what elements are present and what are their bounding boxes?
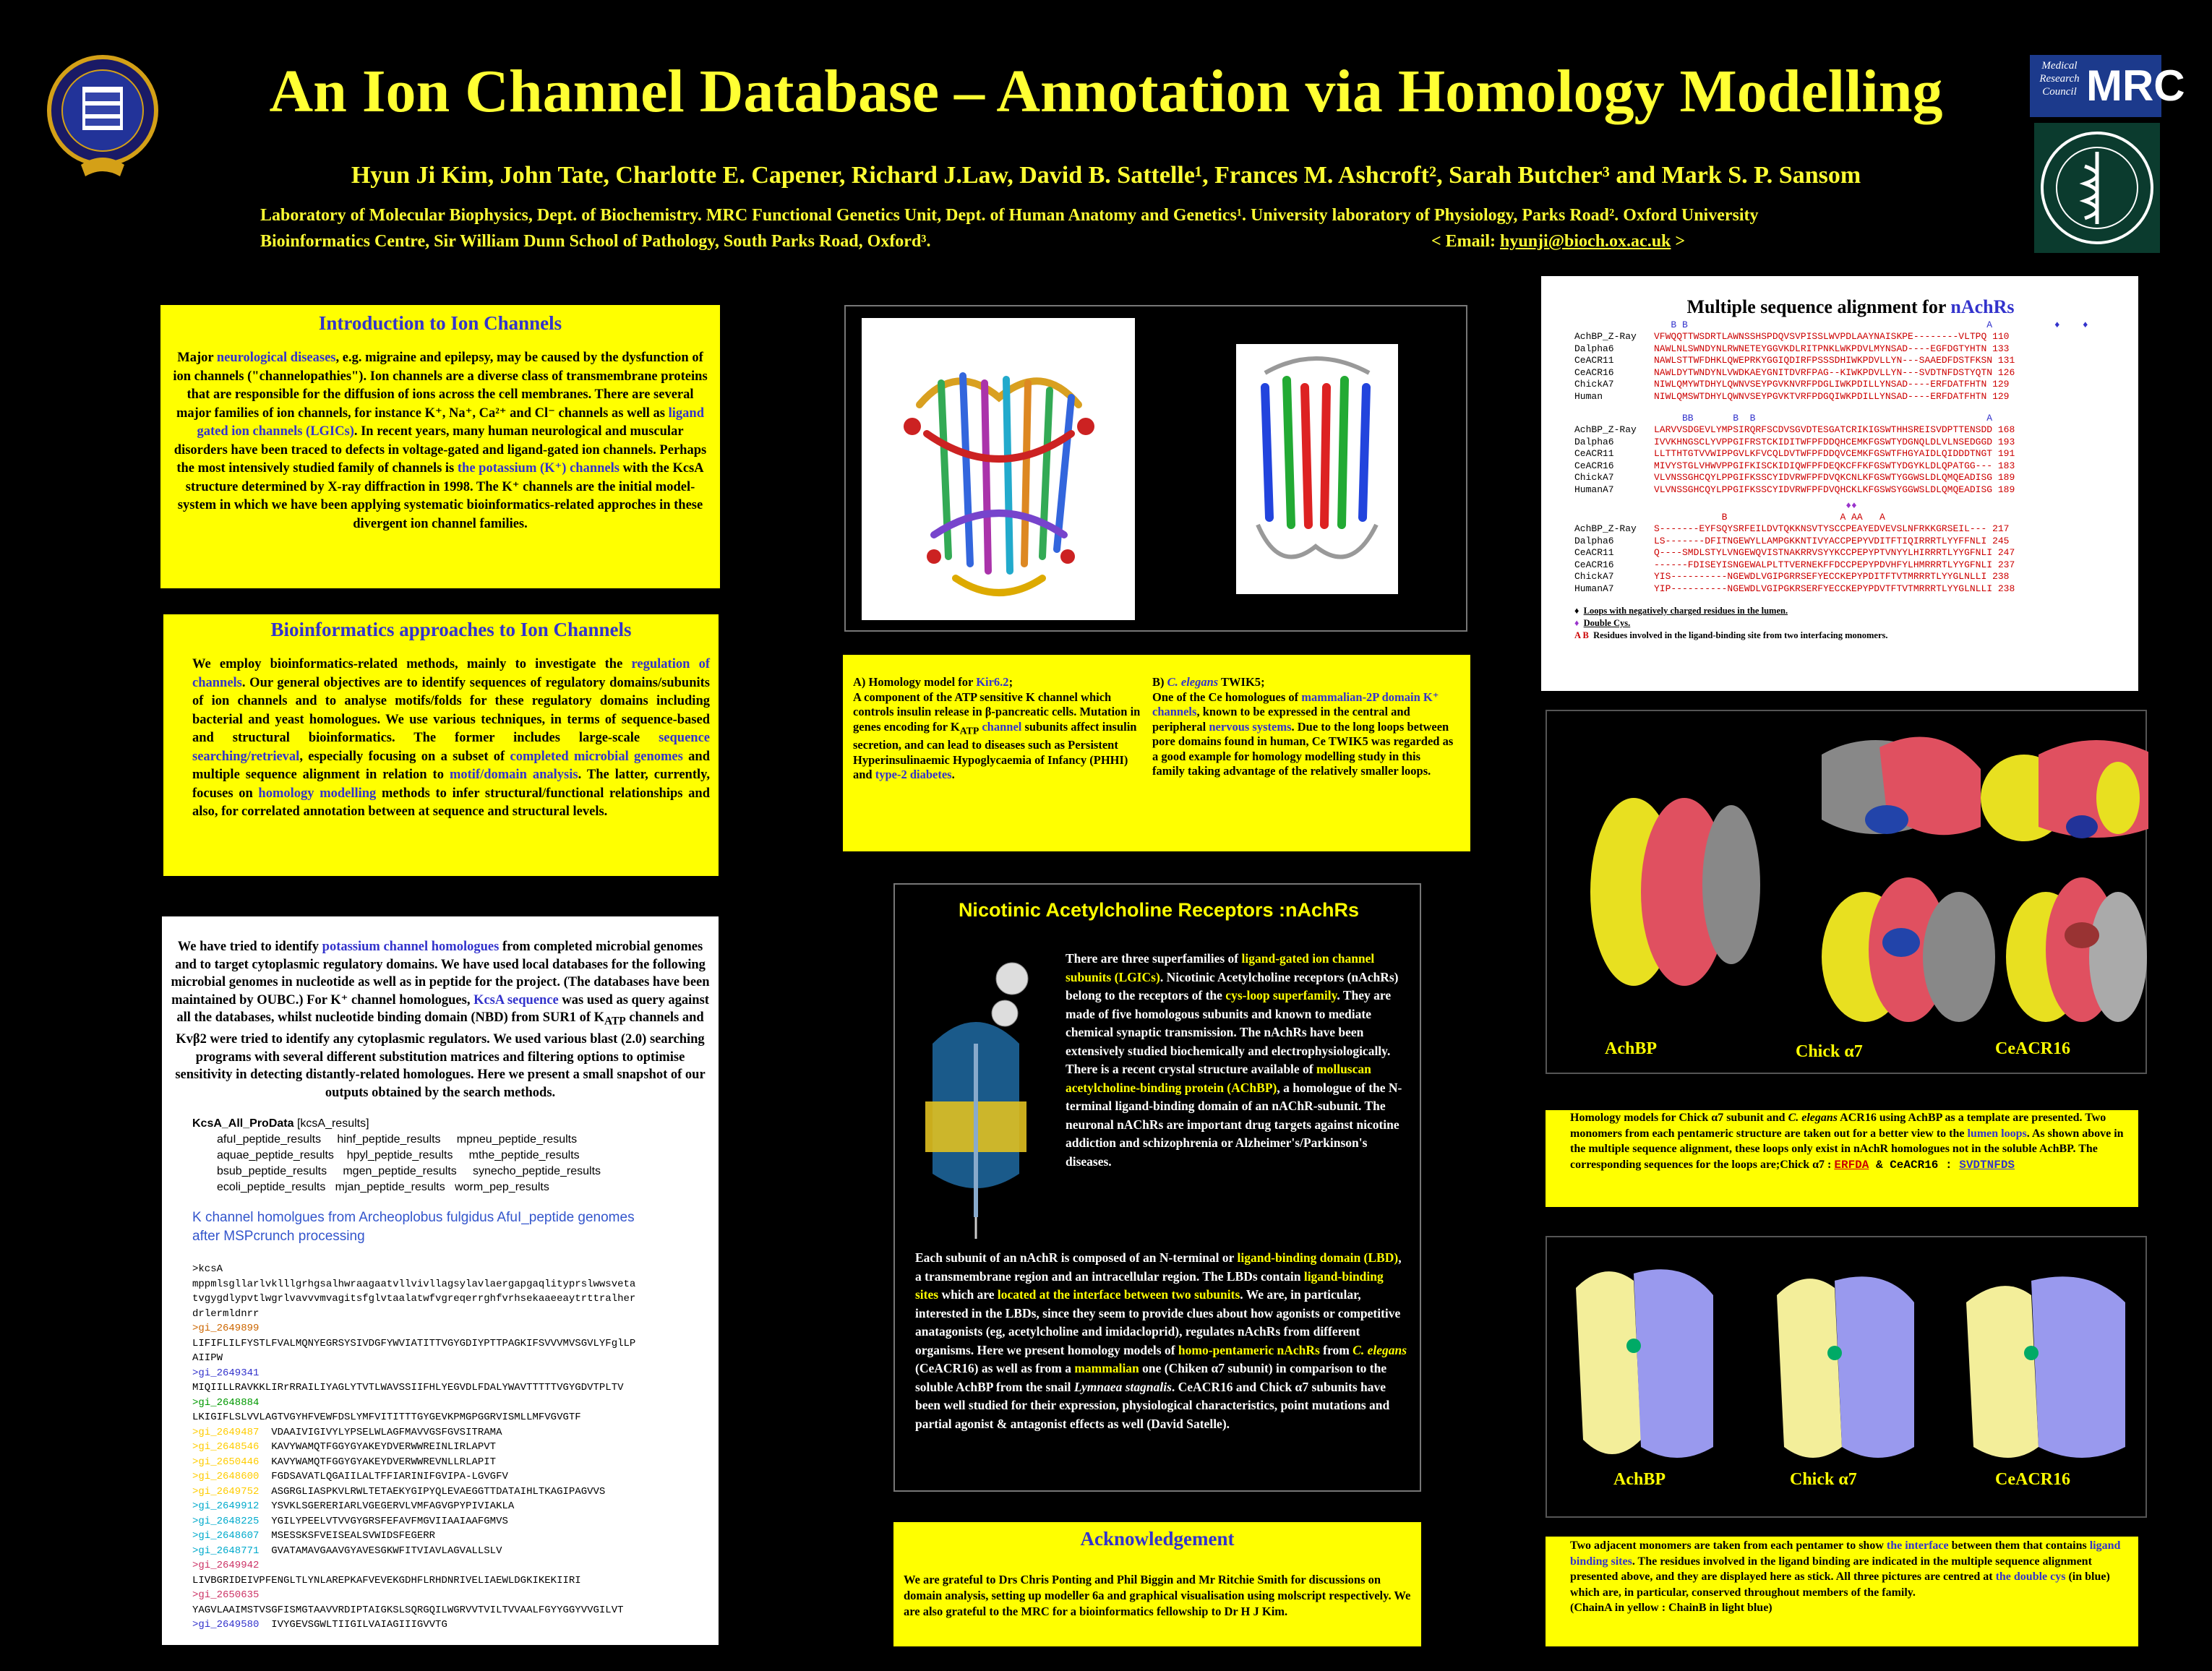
msa-seq: VLVNSSGHCQYLPPGIFKSSCYIDVRWFPFDVQKCNLKFGSWTYGGWSLDLQMQEADISG 189: [1654, 472, 2015, 483]
msa-seq-name: AchBP_Z-Ray: [1574, 424, 1637, 435]
msa-legend: [1574, 605, 2127, 642]
legend-double-cys: ♦ Double Cys.: [1574, 618, 1631, 628]
structure-label-chick-top: Chick α7: [1796, 1042, 1863, 1061]
msa-seq-name: Human: [1574, 390, 1603, 402]
sequence-line: MIQIILLRAVKKLIRrRRAILIYAGLYTVTLWAVSSIIFHLYEGVDLFDALYWAVTTTTTVGYGDVTPLTV: [192, 1382, 624, 1394]
msa-seq: ------FDISEYISNGEWALPLTTVERNEKFFDCCPEPYPDVHFYLHMRRRTLYYGFNLI 237: [1654, 559, 2015, 570]
affiliation-line-1: Laboratory of Molecular Biophysics, Dept. of Biochemistry. MRC Functional Genetics Unit, Dept. of Human Anatomy and Genetics¹. University laboratory of Physiology, Parks Road². Oxford University: [260, 206, 1759, 225]
msa-marks-2: BB B B A: [1654, 413, 1993, 424]
msa-row: [1574, 523, 2127, 536]
msa-seq-name: HumanA7: [1574, 583, 1614, 594]
sequence-line: >gi_2649899: [192, 1323, 260, 1335]
msa-row: [1574, 355, 2127, 367]
intro-title: Introduction to Ion Channels: [318, 312, 562, 334]
structure-label-chick-bottom: Chick α7: [1790, 1470, 1857, 1489]
msa-row: [1574, 424, 2127, 437]
email-line: < Email: hyunji@bioch.ox.ac.uk >: [1431, 232, 1686, 251]
sequence-line: LKIGIFLSLVVLAGTVGYHFVEWFDSLYMFVITITTTGYGEVKPMGPGGRVISMLLMFVGVGTF: [192, 1412, 581, 1424]
msa-row: [1574, 437, 2127, 449]
twik5-caption: B) C. elegans TWIK5; One of the Ce homologues of mammalian-2P domain K⁺ channels, known to be expressed in the central and peripheral nervous systems. Due to the long loops between pore domains found in human, Ce TWIK5 was regarded as a good example for homology modelling study in this family taking advantage of the relatively smaller loops.: [1152, 675, 1454, 778]
msa-seq: NAWLNLSWNDYNLRWNETEYGGVKDLRITPNKLWKPDVLMYNSAD----EGFDGTYHTN 133: [1654, 343, 2010, 354]
legend-loops: ♦ Loops with negatively charged residues in the lumen.: [1574, 606, 1788, 616]
msa-seq: VFWQQTTWSDRTLAWNSSHSPDQVSVPISSLWVPDLAAYNAISKPE--------VLTPQ 110: [1654, 331, 2010, 342]
interface-note-panel: Two adjacent monomers are taken from each pentamer to show the interface between them that contains ligand binding sites. The residues involved in the ligand binding are indicated in the multiple sequence alignment presented above, and they are displayed here as stick. All three pictures are centred at the double cys (in blue) which are, in particular, conserved throughout members of the family. (ChainA in yellow : ChainB in light blue): [1546, 1537, 2138, 1646]
sequence-line: >gi_2649580 IVYGEVSGWLTIIGILVAIAGIIIGVVTG: [192, 1619, 447, 1631]
msa-seq: LS-------DFITNGEWYLLAMPGKKNTIVYACCPEPYVDITFTIQIRRRTLYYFFNLI 245: [1654, 535, 2010, 546]
nachr-paragraph-1: There are three superfamilies of ligand-gated ion channel subunits (LGICs). Nicotinic Acetylcholine receptors (nAchRs) belong to the receptors of the cys-loop superfamily. They are made of five homologous subunits and known to mediate chemical synaptic transmission. The nAchRs have been extensively studied biochemically and electrophysiologically. There is a recent crystal structure available of molluscan acetylcholine-binding protein (AChBP), a homologue of the N-terminal ligand-binding domain of an nAChR-subunit. The neuronal nAChRs are important drug targets against nicotine addiction and schizophrenia or Alzheimer's/Parkinson's diseases.: [1066, 951, 1402, 1169]
interface-structures-frame: [1546, 1236, 2147, 1518]
receptor-schematic-image: [904, 957, 1055, 1246]
wellcome-trust-logo: [2034, 123, 2160, 253]
msa-seq: NAWLSTTWFDHKLQWEPRKYGGIQDIRFPSSSDHIWKPDVLLYN---SAAEDFDSTFKSN 131: [1654, 355, 2015, 366]
sequence-line: >gi_2648600 FGDSAVATLQGAIILALTFFIARINIFGVIPA-LGVGFV: [192, 1471, 508, 1483]
author-list: Hyun Ji Kim, John Tate, Charlotte E. Capener, Richard J.Law, David B. Sattelle¹, Frances M. Ashcroft², Sarah Butcher³ and Mark S. P. Sansom: [351, 162, 1861, 189]
msa-seq-name: CeACR11: [1574, 448, 1614, 459]
kir-twik-figure-frame: [844, 305, 1467, 632]
msa-row: [1574, 379, 2127, 391]
bioinformatics-panel: [163, 614, 719, 876]
msa-row: [1574, 472, 2127, 484]
sequence-line: >gi_2648546 KAVYWAMQTFGGYGYAKEYDVERWWREINLIRLAPVT: [192, 1441, 497, 1453]
msa-row: [1574, 367, 2127, 379]
msa-row: [1574, 331, 2127, 343]
results-tree: [192, 1116, 710, 1195]
tree-row[interactable]: bsub_peptide_results mgen_peptide_results synecho_peptide_results: [217, 1165, 601, 1178]
msa-title: Multiple sequence alignment for nAchRs: [1686, 296, 2015, 317]
tree-root[interactable]: KcsA_All_ProData [kcsA_results]: [192, 1117, 369, 1130]
affiliation-line-2: Bioinformatics Centre, Sir William Dunn School of Pathology, South Parks Road, Oxford³.: [260, 232, 931, 251]
sequence-line: drlermldnrr: [192, 1307, 260, 1320]
msa-seq-name: ChickA7: [1574, 571, 1614, 582]
msa-block-1: [1574, 331, 2127, 403]
nachr-panel: [893, 883, 1421, 1492]
msa-seq-name: CeACR11: [1574, 547, 1614, 558]
msa-seq-name: AchBP_Z-Ray: [1574, 331, 1637, 342]
structure-label-ceacr16-bottom: CeACR16: [1995, 1470, 2070, 1489]
sequence-line: >gi_2648225 YGILYPEELVTVVGYGRSFEFAVFMGVIIAAIAAFGMVS: [192, 1515, 508, 1527]
lumen-structures-image: [1547, 711, 2148, 1075]
structure-label-achbp-top: AchBP: [1605, 1039, 1657, 1058]
nachr-title: Nicotinic Acetylcholine Receptors :nAchRs: [958, 899, 1360, 921]
affiliations: [260, 202, 2125, 254]
msa-row: [1574, 559, 2127, 572]
sequence-line: LIFIFLILFYSTLFVALMQNYEGRSYSIVDGFYWVIATITTVGYGDIYPTTPAGKIFSVVVMVSGVLYFglLP: [192, 1337, 636, 1349]
acknowledgement-panel: [893, 1522, 1421, 1646]
bioinformatics-text: We employ bioinformatics-related methods, mainly to investigate the regulation of channels. Our general objectives are to identify sequences of regulatory domains/subunits of ion channels and to analyse motifs/folds for these regulatory domains including bacterial and yeast homologues. We use various techniques, in terms of sequence-based and structural bioinformatics. The former includes large-scale sequence searching/retrieval, especially focusing on a subset of completed microbial genomes and multiple sequence alignment in relation to motif/domain analysis. The latter, currently, focuses on homology modelling methods to infer structural/functional relationships and also, for correlated annotation between at sequence and structural levels.: [192, 657, 711, 819]
msa-seq: LARVVSDGEVLYMPSIRQRFSCDVSGVDTESGATCRIKIGSWTHHSREISVDPTTENSDD 168: [1654, 424, 2015, 435]
sequence-line: mppmlsgllarlvklllgrhgsalhwraagaatvllvivllagsylavlaergapgaqlityprslwwsveta: [192, 1278, 636, 1290]
sequence-line: >gi_2648771 GVATAMAVGAAVGYAVESGKWFITVIAVLAGVALLSLV: [192, 1545, 502, 1557]
sequence-line: >gi_2648607 MSESSKSFVEISEALSVWIDSFEGERR: [192, 1530, 436, 1542]
intro-text: Major neurological diseases, e.g. migraine and epilepsy, may be caused by the dysfunction of ion channels ("channelopathies"). Ion channels are a diverse class of transmembrane proteins that are responsible for the diffusion of ions across the cell membranes. There are several major families of ion channels, for instance K⁺, Na⁺, Ca²⁺ and Cl⁻ channels as well as ligand gated ion channels (LGICs). In recent years, many human neurological and muscular disorders have been traced to defects in voltage-gated and ligand-gated ion channels. Perhaps the most intensively studied family of channels is the potassium (K⁺) channels with the KcsA structure determined by X-ray diffraction in 1998. The K⁺ channels are the initial model-system in which we have been applying systematic bioinformatics-related approches in these divergent ion channel families.: [173, 351, 708, 531]
msa-row: [1574, 536, 2127, 548]
msa-seq: IVVKHNGSCLYVPPGIFRSTCKIDITWFPFDDQHCEMKFGSWTYDGNQLDLVLNSEDGGD 193: [1654, 436, 2015, 447]
email-link[interactable]: hyunji@bioch.ox.ac.uk: [1500, 232, 1671, 251]
msa-row: [1574, 391, 2127, 403]
sequence-line: >gi_2649752 ASGRGLIASPKVLRWLTETAEKYGIPYQLEVAEGGTTDATAIHLTKAGIPAGVVS: [192, 1485, 606, 1498]
search-results-panel: [162, 916, 719, 1645]
tree-row[interactable]: aquae_peptide_results hpyl_peptide_results mthe_peptide_results: [217, 1149, 580, 1162]
msa-seq: LLTTHTGTVVWIPPGVLKFVCQLDVTWFPFDDQVCEMKFGSWTFHGYAIDLQIDDDTNGT 191: [1654, 448, 2015, 459]
msa-seq: S-------EYFSQYSRFEILDVTQKKNSVTYSCCPEAYEDVEVSLNFRKKGRSEIL--- 217: [1654, 523, 2010, 534]
sequence-line: >gi_2650635: [192, 1589, 260, 1602]
nachr-paragraph-2: Each subunit of an nAchR is composed of an N-terminal or ligand-binding domain (LBD), a transmembrane region and an intracellular region. The LBDs contain ligand-binding sites which are located at the interface between two subunits. We are, in particular, interested in the LBDs, since they seem to provide clues about how agonists or competitive anatagonists (eg, acetylcholine and imidacloprid), regulates nAchRs from different organisms. Here we present homology models of homo-pentameric nAchRs from C. elegans (CeACR16) as well as from a mammalian one (Chiken α7 subunit) in comparison to the soluble AchBP from the snail Lymnaea stagnalis. CeACR16 and Chick α7 subunits have been well studied for their expression, physiological characteristics, point mutations and partial agonist & antagonist effects as well (David Satelle).: [915, 1250, 1407, 1431]
acknowledgement-text: We are grateful to Drs Chris Ponting and Phil Biggin and Mr Ritchie Smith for discussions on domain analysis, setting up modeller 6a and graphical visualisation using molscript respectively. We are also grateful to the MRC for a bioinformatics fellowship to Dr H J Kim.: [904, 1573, 1411, 1618]
sequence-line: LIVBGRIDEIVPFENGLTLYNLAREPKAFVEVEKGDHFLRHDNRIVELIAEWLDGKIKEKIIRI: [192, 1574, 581, 1586]
afui-heading: K channel homolgues from Archeoplobus fulgidus AfuI_peptide genomes after MSPcrunch processing: [192, 1210, 635, 1245]
msa-row: [1574, 571, 2127, 583]
msa-seq-name: CeACR16: [1574, 559, 1614, 570]
msa-seq-name: CeACR16: [1574, 366, 1614, 378]
lumen-structures-frame: [1546, 710, 2147, 1074]
sequence-line: YAGVLAAIMSTVSGFISMGTAAVVRDIPTAIGKSLSQRGQILWGRVVTVILTVVAALFGYYGGYVVGILVT: [192, 1604, 624, 1616]
msa-row: [1574, 460, 2127, 473]
msa-seq-name: Dalpha6: [1574, 535, 1614, 546]
search-text: We have tried to identify potassium channel homologues from completed microbial genomes and to target cytoplasmic regulatory domains. We have used local databases for the following microbial genomes in nucleotide as well as in peptide for the project. (The databases have been maintained by OUBC.) For K⁺ channel homologues, KcsA sequence was used as query against all the databases, whilst nucleotide binding domain (NBD) from SUR1 of $K_{ATP}$ channels and Kvβ2 were tried to identify any cytoplasmic regulators. We used various blast (2.0) searching programs with several different substitution matrices and filtering options to optimise sensitivity in detecting distantly-related homologues. Here we present a small snapshot of our outputs obtained by the search methods.: [171, 940, 710, 1100]
msa-row: [1574, 448, 2127, 460]
msa-seq: NIWLQMYWTDHYLQWNVSEYPGVKNVRFPDGLIWKPDILLYNSAD----ERFDATFHTN 129: [1654, 379, 2010, 390]
msa-block-2: [1574, 424, 2127, 496]
kir62-structure-image: [862, 318, 1135, 620]
msa-row: [1574, 343, 2127, 356]
msa-panel: [1541, 276, 2138, 691]
msa-seq-name: CeACR11: [1574, 355, 1614, 366]
mrc-logo: [2030, 55, 2185, 117]
msa-row: [1574, 583, 2127, 596]
msa-seq-name: Dalpha6: [1574, 343, 1614, 354]
tree-row[interactable]: afuI_peptide_results hinf_peptide_results mpneu_peptide_results: [217, 1133, 578, 1146]
msa-seq: VLVNSSGHCQYLPPGIFKSSCYIDVRWFPFDVQHCKLKFGSWSYGGWSLDLQMQEADISG 189: [1654, 484, 2015, 495]
msa-row: [1574, 484, 2127, 497]
msa-marks-3b: B A AA A: [1654, 512, 1885, 523]
msa-seq: MIVYSTGLVHWVPPGIFKISCKIDIQWFPFDEQKCFFKFGSWTYDGYKLDLQPATGG--- 183: [1654, 460, 2015, 471]
poster-title: An Ion Channel Database – Annotation via Homology Modelling: [269, 58, 1943, 125]
kir-twik-caption: [843, 655, 1470, 851]
structure-label-ceacr16-top: CeACR16: [1995, 1039, 2070, 1058]
oxford-crest-icon: [45, 42, 160, 186]
msa-seq-name: AchBP_Z-Ray: [1574, 523, 1637, 534]
homology-note-panel: Homology models for Chick α7 subunit and C. elegans ACR16 using AchBP as a template are presented. Two monomers from each pentameric structure are taken out for a better view to the lumen loops. As shown above in the multiple sequence alignment, these loops only exist in nAchR homologues not in the soluble AchBP. The corresponding sequences for the loops are;Chick α7 : ERFDA & CeACR16 : SVDTNFDS: [1546, 1110, 2138, 1207]
msa-block-3: [1574, 523, 2127, 595]
twik5-structure-image: [1236, 344, 1398, 594]
bioinformatics-title: Bioinformatics approaches to Ion Channels: [270, 619, 632, 640]
structure-label-achbp-bottom: AchBP: [1613, 1470, 1666, 1489]
msa-row: [1574, 547, 2127, 559]
sequence-list: [192, 1262, 710, 1633]
msa-seq: NAWLDYTWNDYNLVWDKAEYGNITDVRFPAG--KIWKPDVLLYN---SVDTNFDSTYQTN 126: [1654, 366, 2015, 378]
sequence-line: >gi_2649487 VDAAIVIGIVYLYPSELWLAGFMAVVGSFGVSITRAMA: [192, 1426, 502, 1438]
msa-seq: Q----SMDLSTYLVNGEWQVISTNAKRRVSYYKCCPEPYPTVNYYLHIRRRTLYYGFNLI 247: [1654, 547, 2015, 558]
msa-marks-1: B B A ♦ ♦: [1654, 319, 2088, 330]
msa-seq: YIP----------NGEWDLVGIPGKRSERFYECCKEPYPDVTFTVTMRRRTLYYGLNLLI 238: [1654, 583, 2015, 594]
legend-binding-site: A B Residues involved in the ligand-binding site from two interfacing monomers.: [1574, 630, 1888, 640]
mrc-logo-text: MRC: [2086, 61, 2185, 110]
tree-row[interactable]: ecoli_peptide_results mjan_peptide_results worm_pep_results: [217, 1181, 549, 1194]
msa-seq: NIWLQMSWTDHYLQWNVSEYPGVKTVRFPDGQIWKPDILLYNSAD----ERFDATFHTN 129: [1654, 390, 2010, 402]
msa-seq-name: ChickA7: [1574, 472, 1614, 483]
msa-marks-3: ♦♦: [1654, 500, 1857, 511]
msa-seq-name: HumanA7: [1574, 484, 1614, 495]
sequence-line: >kcsA: [192, 1263, 223, 1276]
mrc-text: Medical Research Council: [2039, 60, 2080, 98]
sequence-line: >gi_2649341: [192, 1367, 260, 1379]
msa-seq: YIS----------NGEWDLVGIPGRRSEFYECCKEPYPDITFTVTMRRRTLYYGLNLLI 238: [1654, 571, 2010, 582]
sequence-line: >gi_2649942: [192, 1560, 260, 1572]
msa-seq-name: CeACR16: [1574, 460, 1614, 471]
sequence-line: >gi_2650446 KAVYWAMQTFGGYGYAKEYDVERWWREVNLLRLAPIT: [192, 1456, 497, 1468]
sequence-line: >gi_2648884: [192, 1396, 260, 1409]
acknowledgement-title: Acknowledgement: [1080, 1528, 1235, 1550]
msa-seq-name: ChickA7: [1574, 379, 1614, 390]
msa-seq-name: Dalpha6: [1574, 436, 1614, 447]
kir62-caption: A) Homology model for Kir6.2; A component of the ATP sensitive K channel which controls insulin release in β-pancreatic cells. Mutation in genes encoding for $K_{ATP}$ channel subunits affect insulin secretion, and can lead to diseases such as Persistent Hyperinsulinaemic Hypoglycaemia of Infancy (PHHI) and type-2 diabetes.: [853, 675, 1141, 782]
intro-panel: [160, 305, 720, 588]
sequence-line: AIIPW: [192, 1352, 223, 1365]
sequence-line: tvgygdlypvtlwgrlvavvvmvagitsfglvtaalatwfvgreqerrghfvrhsekaaeeaytrttralher: [192, 1293, 636, 1305]
sequence-line: >gi_2649912 YSVKLSGERERIARLVGEGERVLVMFAGVGPYPIVIAKLA: [192, 1500, 515, 1513]
